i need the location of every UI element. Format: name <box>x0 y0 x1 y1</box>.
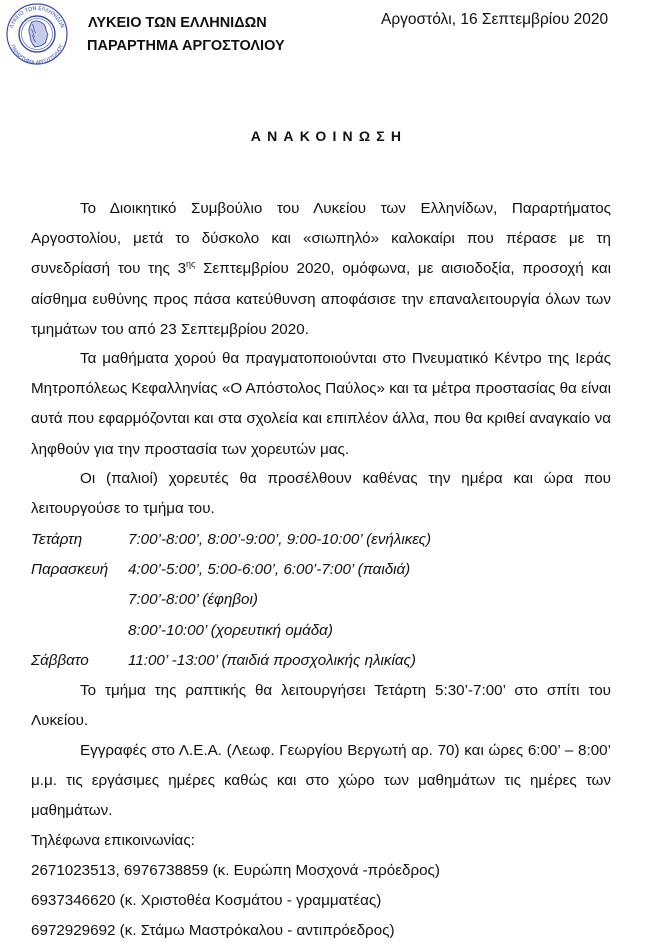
lesson-schedule <box>31 525 611 676</box>
contact-phones <box>31 826 611 945</box>
schedule-row <box>31 555 611 585</box>
schedule-times: 11:00’ -13:00’ (παιδιά προσχολικής ηλικίας) <box>128 651 416 669</box>
schedule-times: 8:00’-10:00’ (χορευτική ομάδα) <box>128 621 333 639</box>
schedule-day <box>31 616 128 646</box>
paragraph-board-decision: Το Διοικητικό Συμβούλιο του Λυκείου των Ελληνίδων, Παραρτήματος Αργοστολίου, μετά το δύσκολο και «σιωπηλό» καλοκαίρι που πέρασε με τη συνεδρίασή του της $3^{\eta\varsigma}$ Σεπτεμβρίου 2020, ομόφωνα, με αισιοδοξία, προσοχή και αίσθημα ευθύνης προς πάσα κατεύθυνση αποφάσισε την επαναλειτουργία όλων των τμημάτων του από 23 Σεπτεμβρίου 2020. <box>31 200 611 338</box>
org-name-line2: ΠΑΡΑΡΤΗΜΑ ΑΡΓΟΣΤΟΛΙΟΥ <box>87 38 285 54</box>
paragraph-dance-lessons: Τα μαθήματα χορού θα πραγματοποιούνται στο Πνευματικό Κέντρο της Ιεράς Μητροπόλεως Κεφαλληνίας «Ο Απόστολος Παύλος» και τα μέτρα προστασίας θα είναι αυτά που εφαρμόζονται και στα σχολεία και επιπλέον άλλα, που θα κριθεί αναγκαίο να ληφθούν για την προστασία των χορευτών μας. <box>31 350 611 458</box>
contacts-heading: Τηλέφωνα επικοινωνίας: <box>31 832 195 849</box>
schedule-times: 4:00’-5:00’, 5:00-6:00’, 6:00’-7:00’ (παιδιά) <box>128 561 411 579</box>
schedule-day: Παρασκευή <box>31 561 109 579</box>
organization-name <box>88 12 285 58</box>
schedule-row <box>31 616 611 646</box>
paragraph-old-dancers: Οι (παλιοί) χορευτές θα προσέλθουν καθένας την ημέρα και ώρα που λειτουργούσε το τμήμα του. <box>31 470 611 518</box>
paragraph-registrations: Εγγραφές στο Λ.Ε.Α. (Λεωφ. Γεωργίου Βεργωτή αρ. 70) και ώρες 6:00’ – 8:00’ μ.μ. τις εργάσιμες ημέρες καθώς και στο χώρο των μαθημάτων τις ημέρες των μαθημάτων. <box>31 742 611 820</box>
contact-line: 6937346620 (κ. Χριστοθέα Κοσμάτου - γραμματέας) <box>31 892 382 909</box>
schedule-row <box>31 525 611 555</box>
schedule-times: 7:00’-8:00’, 8:00’-9:00’, 9:00-10:00’ (ενήλικες) <box>128 531 432 548</box>
contact-line: 6972929692 (κ. Στάμω Μαστρόκαλου - αντιπρόεδρος) <box>31 922 395 939</box>
contact-line: 2671023513, 6976738859 (κ. Ευρώπη Μοσχονά -πρόεδρος) <box>31 862 440 879</box>
schedule-row <box>31 646 611 676</box>
paragraph-sewing-class: Το τμήμα της ραπτικής θα λειτουργήσει Τετάρτη 5:30’-7:00’ στο σπίτι του Λυκείου. <box>31 682 611 730</box>
schedule-row <box>31 585 611 615</box>
announcement-title: ΑΝΑΚΟΙΝΩΣΗ <box>250 128 408 144</box>
schedule-day <box>31 585 128 615</box>
place-date: Αργοστόλι, 16 Σεπτεμβρίου 2020 <box>381 11 609 28</box>
svg-text:ΠΑΡΑΡΤΗΜΑ ΑΡΓΟΣΤΟΛΙΟΥ: ΠΑΡΑΡΤΗΜΑ ΑΡΓΟΣΤΟΛΙΟΥ <box>9 43 65 66</box>
schedule-times: 7:00’-8:00’ (έφηβοι) <box>128 591 258 609</box>
svg-text:ΛΥΚΕΙΟ ΤΩΝ ΕΛΛΗΝΙΔΩΝ: ΛΥΚΕΙΟ ΤΩΝ ΕΛΛΗΝΙΔΩΝ <box>9 5 65 29</box>
lyceum-seal-logo-icon <box>2 2 72 66</box>
schedule-day: Τετάρτη <box>31 531 83 548</box>
org-name-line1: ΛΥΚΕΙΟ ΤΩΝ ΕΛΛΗΝΙΔΩΝ <box>88 15 267 31</box>
schedule-day: Σάββατο <box>31 651 89 669</box>
